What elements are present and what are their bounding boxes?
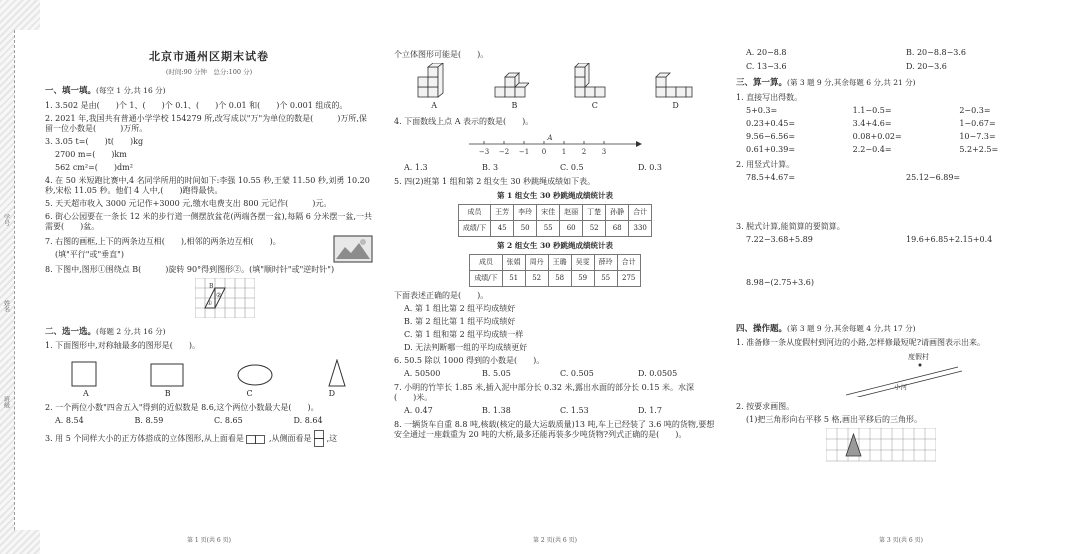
question-2-8: 8. 一辆货车自重 8.8 吨,核载(核定的最大运载质量)13 吨,车上已经装了 3.6 吨的货物,要想安全通过一座载重为 20 吨的大桥,最多还能再装多少吨货物?列式正确的是( )。 [394,419,715,439]
calc-item: 9.56−6.56= [746,131,796,141]
section-fill-in [45,86,373,97]
question-1-7-note: (填"平行"或"垂直") [55,249,124,259]
tick-label: 1 [561,148,567,156]
table-cell: 张娟 [502,255,525,271]
table-cell: 成员 [470,255,502,271]
section-operate [736,324,1066,335]
calc-row [746,106,1066,116]
question-1-5: 5. 天天超市收入 3000 元记作+3000 元,缴水电费支出 800 元记作( )元。 [45,198,332,208]
tick-label: 0 [541,148,547,156]
option-a[interactable]: A. 20−8.8 [746,48,787,57]
section-note: (第 3 题 9 分,其余每题 4 分,共 17 分) [787,323,916,333]
question-3-2: 2. 用竖式计算。 [736,159,795,169]
calc-row [746,145,1066,155]
section-title: 三、算一算。 [736,78,788,88]
section-calculate [736,78,1066,89]
question-2-6: 6. 50.5 除以 1000 得到的小数是( )。 [394,355,545,365]
calc-item: 5+0.3= [746,105,778,115]
calc-item: 78.5+4.67= [746,172,796,182]
village-point [919,364,922,367]
calc-item: 2−0.3= [959,105,991,115]
exam-title: 北京市通州区期末试卷 [149,50,269,63]
question-2-5: 5. 四(2)班第 1 组和第 2 组女生 30 秒跳绳成绩如下表。 [394,177,596,186]
question-2-8-options-row-2 [736,62,1066,72]
calc-item: 3.4+4.6= [852,118,892,128]
grid-label-2: ② [216,291,222,299]
question-4-2-1: (1)把三角形向右平移 5 格,画出平移后的三角形。 [746,415,923,425]
question-1-2: 2. 2021 年,我国共有普通小学学校 154279 所,改写成以"万"为单位的数是( )万所,保留一位小数是( )万所。 [45,113,367,133]
option-a[interactable]: A. 1.3 [404,163,428,172]
table-cell: 薛玲 [594,255,617,271]
option-d[interactable]: D [328,389,335,399]
question-2-1: 1. 下面图形中,对称轴最多的图形是( )。 [45,341,200,351]
village-river-figure [736,351,1056,397]
calc-item: 0.61+0.39= [746,144,796,154]
isosceles-triangle-shape [327,359,347,387]
question-2-4: 4. 下面数线上点 A 表示的数是( )。 [394,117,534,126]
question-2-4-options [394,163,716,173]
section-title: 四、操作题。 [736,323,788,334]
section-note: (每空 1 分,共 16 分) [96,85,166,95]
question-2-5-prompt: 下面表述正确的是( )。 [394,290,489,300]
calc-item: 1−0.67= [959,118,996,128]
cube-figure-a [416,63,448,99]
table-cell: 宋佳 [537,205,560,221]
top-view-figure [246,435,266,444]
question-4-2: 2. 按要求画图。 [736,402,795,412]
question-1-3b: 2700 m=( )km [55,149,127,159]
question-3-1: 1. 直接写出得数。 [736,92,803,102]
option-b[interactable]: B. 第 2 组比第 1 组平均成绩好 [404,316,516,326]
calc-item: 19.6+6.85+2.15+0.4 [906,234,993,244]
calc-row [746,119,1066,129]
table-cell: 58 [548,271,571,287]
table-cell: 丁楚 [583,205,606,221]
option-b[interactable]: B. 20−8.8−3.6 [906,48,966,57]
binding-inner [14,30,40,530]
table-cell: 成绩/下 [470,271,502,287]
option-a[interactable]: A [82,389,89,399]
table-cell: 孙静 [606,205,629,221]
table-cell: 45 [491,221,514,237]
calc-item: 1.1−0.5= [852,105,892,115]
table-cell: 52 [525,271,548,287]
table-cell: 59 [571,271,594,287]
table-row [458,221,651,237]
tick-label: −1 [518,148,530,156]
binding-label-student-number: 学号 [2,214,10,226]
option-c[interactable]: C. 13−3.6 [746,62,787,71]
page-footer: 第 3 页(共 6 页) [879,536,923,544]
table-row [470,271,640,287]
question-1-6: 6. 街心公园要在一条长 12 米的步行道一侧摆放盆花(两端各摆一盆),每隔 6 分米摆一盆,一共需要( )盆。 [45,211,372,231]
rectangle-shape [150,363,184,387]
cube-figure-d [654,63,694,99]
river-label: 小河 [894,383,907,392]
page-3 [736,0,1066,554]
option-a[interactable]: A [431,101,437,110]
table-cell: 330 [629,221,652,237]
calc-row-vertical [746,173,1066,219]
question-1-7: 7. 右图的画框,上下的两条边互相( ),相邻的两条边互相( )。 [45,236,281,246]
question-4-1: 1. 准备修一条从度假村到河边的小路,怎样修最短呢?请画图表示出来。 [736,338,986,348]
binding-margin [0,0,40,554]
ellipse-shape [236,363,274,387]
table-header-row [458,205,651,221]
option-a[interactable]: A. 8.54 [55,416,84,426]
option-d[interactable]: D. 8.64 [293,416,323,426]
exam-subtitle: (时间:90 分钟 总分:100 分) [165,67,253,76]
question-1-3a: 3. 3.05 t=( )t( )kg [45,136,144,146]
option-c[interactable]: C. 8.65 [214,416,243,426]
page-footer: 第 2 页(共 6 页) [533,536,577,544]
question-2-8-options-row-1 [736,48,1066,58]
table-1-title: 第 1 组女生 30 秒跳绳成绩统计表 [496,191,614,200]
calc-row [746,132,1066,142]
tick-label: 3 [601,148,607,156]
section-note: (每题 2 分,共 16 分) [96,326,166,336]
side-view-figure [314,430,324,448]
calc-row-stepwise [746,235,1066,275]
option-b[interactable]: B [164,389,171,399]
table-cell: 王璐 [548,255,571,271]
tick-label: −3 [478,148,490,156]
table-cell: 成绩/下 [458,221,490,237]
question-1-8: 8. 下图中,图形①围绕点 B( )旋转 90°得到图形②。(填"顺时针"或"逆时针") [45,264,335,274]
table-cell: 吴雯 [571,255,594,271]
option-d[interactable]: D. 20−3.6 [906,62,947,71]
question-2-3-end: ,这 [326,434,338,444]
table-cell: 275 [617,271,640,287]
table-header-row [470,255,640,271]
section-title: 一、填一填。 [45,85,97,96]
tick-label: −2 [498,148,510,156]
page-1 [45,0,373,554]
number-line-figure [464,134,644,156]
question-2-7: 7. 小明的竹竿长 1.85 米,插入泥中部分长 0.32 米,露出水面的部分长 0.15 米。水深( )米。 [394,382,694,402]
calc-item: 0.08+0.02= [852,131,902,141]
calc-row-stepwise [746,278,1066,318]
table-cell: 55 [594,271,617,287]
picture-frame-image [333,235,373,263]
option-a[interactable]: A. 第 1 组比第 2 组平均成绩好 [404,303,516,313]
option-b[interactable]: B. 1.38 [482,405,511,415]
question-2-2-options [45,416,373,426]
table-cell: 李玲 [514,205,537,221]
option-a[interactable]: A. 0.47 [404,405,433,415]
rotation-grid-figure [195,278,255,318]
binding-label-class: 班级 [2,396,10,408]
section-choose [45,327,373,338]
calc-item: 0.23+0.45= [746,118,796,128]
question-1-7-wrap [45,235,373,263]
option-c[interactable]: C. 第 1 组和第 2 组平均成绩一样 [404,329,524,339]
cube-figures [394,63,716,99]
option-a[interactable]: A. 50500 [404,368,441,378]
table-cell: 51 [502,271,525,287]
calc-item: 10−7.3= [959,131,996,141]
option-b[interactable]: B. 3 [482,163,499,172]
table-cell: 成员 [458,205,490,221]
cube-figure-c [573,63,609,99]
calc-item: 25.12−6.89= [906,172,961,182]
calc-item: 5.2+2.5= [959,144,999,154]
option-d[interactable]: D. 1.7 [638,405,662,415]
table-cell: 周丹 [525,255,548,271]
option-c[interactable]: C. 0.505 [560,368,594,378]
table-cell: 合计 [629,205,652,221]
calc-item: 8.98−(2.75+3.6) [746,277,814,287]
tick-label: 2 [581,148,587,156]
table-cell: 68 [606,221,629,237]
calc-item: 2.2−0.4= [852,144,892,154]
grid-label-b: B [209,282,214,290]
option-d[interactable]: D. 0.0505 [638,368,678,378]
shape-labels [45,389,373,399]
question-2-6-options [394,369,716,379]
calc-item: 7.22−3.68+5.89 [746,234,813,244]
table-group-2 [469,254,640,287]
page-footer: 第 1 页(共 6 页) [187,536,231,544]
point-a-label: A [547,134,553,142]
question-2-7-options [394,406,716,416]
option-c[interactable]: C [591,101,598,110]
table-2-title: 第 2 组女生 30 秒跳绳成绩统计表 [496,240,614,250]
translation-grid-figure [826,428,936,462]
option-d[interactable]: D [672,101,679,110]
village-label: 度假村 [908,353,929,362]
question-2-3-mid: ,从侧面看是 [269,434,312,444]
question-3-3: 3. 脱式计算,能简算的要简算。 [736,221,845,231]
table-group-1 [458,204,652,237]
option-c[interactable]: C [246,389,253,399]
table-cell: 52 [583,221,606,237]
question-1-4: 4. 在 50 米短跑比赛中,4 名同学所用的时间如下:李强 10.55 秒,王蒙 11.50 秒,刘勇 10.20 秒,宋松 11.05 秒。他们 4 人中,( )跑得最快。 [45,175,370,195]
cube-labels [394,101,716,111]
symmetry-shapes [45,357,373,387]
question-1-3c: 562 cm²=( )dm² [55,162,133,172]
section-title: 二、选一选。 [45,326,97,337]
question-1-1: 1. 3.502 是由( )个 1、( )个 0.1、( )个 0.01 和( )个 0.001 组成的。 [45,100,348,110]
table-cell: 王芳 [491,205,514,221]
table-cell: 55 [537,221,560,237]
binding-label-name: 姓名 [2,300,10,312]
option-d[interactable]: D. 无法判断哪一组的平均成绩更好 [404,342,528,352]
question-2-2: 2. 一个两位小数"四舍五入"得到的近似数是 8.6,这个两位小数最大是( )。 [45,403,319,413]
table-cell: 合计 [617,255,640,271]
option-b[interactable]: B. 8.59 [134,416,164,426]
question-2-3-text: 3. 用 5 个同样大小的正方体搭成的立体图形,从上面看是 [45,434,244,444]
table-cell: 50 [514,221,537,237]
option-b[interactable]: B [511,101,518,110]
option-b[interactable]: B. 5.05 [482,368,511,378]
question-2-3-continued: 个立体图形可能是( )。 [394,50,489,59]
table-cell: 60 [560,221,583,237]
question-2-3 [45,430,373,448]
square-shape [71,361,97,387]
option-c[interactable]: C. 0.5 [560,163,584,172]
grid-label-1: ① [207,299,213,307]
page-2 [394,0,716,554]
cube-figure-b [493,63,529,99]
option-d[interactable]: D. 0.3 [638,163,662,172]
table-cell: 赵丽 [560,205,583,221]
option-c[interactable]: C. 1.53 [560,405,589,415]
section-note: (第 3 题 9 分,其余每题 6 分,共 21 分) [787,78,916,87]
